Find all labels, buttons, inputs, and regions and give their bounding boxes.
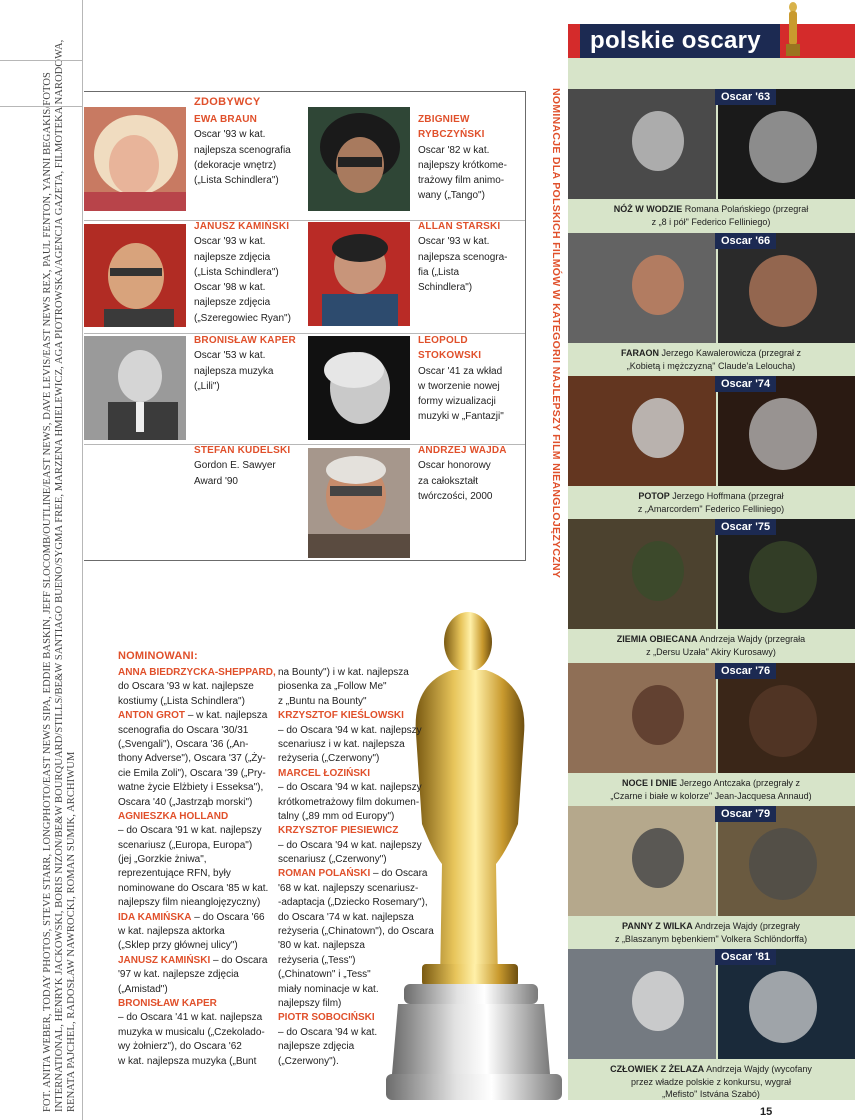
nominee-text: watne życie Elżbiety i Esseksa"), [118,782,264,794]
nominee-text: scenariusz i w kat. najlepsza [278,738,405,750]
caption-text: Jerzego Hoffmana (przegrał [669,491,784,501]
nominee-line [118,939,276,953]
nominee-line [118,680,276,694]
nominee-line [118,839,276,853]
winner-zbigniew-rybczynski [418,112,533,204]
film-title: PANNY Z WILKA [622,921,693,931]
nominees-column-2 [278,666,434,1069]
nominee-text: scenografia do Oscara '30/31 [118,724,249,736]
winner-desc: twórczości, 2000 [418,490,493,502]
caption-text: z „Blaszanym bębenkiem" Volkera Schlöndorffa) [614,933,808,944]
nominee-text: do Oscara '74 w kat. najlepsza [278,911,414,923]
winner-desc: (dekoracje wnętrz) [194,159,277,171]
nominee-name: IDA KAMIŃSKA [118,911,192,923]
nominee-line [278,666,434,680]
nominee-line [278,853,434,867]
nominee-line [118,968,276,982]
nominee-line [278,695,434,709]
caption-text: Jerzego Antczaka (przegrały z [676,778,801,788]
winner-desc: najlepsze zdjęcia [194,251,271,263]
winner-desc: („Lista Schindlera") [194,266,279,278]
nominee-text: – do Oscara [210,954,268,966]
nominee-text: – do Oscara '94 w kat. najlepszy [278,782,422,794]
winner-desc: Oscar '82 w kat. [418,144,490,156]
nominee-text: piosenka za „Follow Me" [278,681,387,693]
nominee-line [278,752,434,766]
nominee-line [118,983,276,997]
winner-desc: trażowy film animo- [418,175,505,187]
caption-text: Jerzego Kawalerowicza (przegrał z [658,348,802,358]
nominee-text: reprezentujące RFN, były [118,868,231,880]
caption-line [576,920,846,933]
nominee-text: – do Oscara [370,868,428,880]
nominee-line [118,724,276,738]
film-still [568,519,855,629]
nominee-line [278,1011,434,1025]
winner-name: STEFAN KUDELSKI [194,445,291,456]
winner-desc: Oscar '53 w kat. [194,350,266,362]
nominee-name: ANNA BIEDRZYCKA-SHEPPARD, [118,667,276,678]
nominee-text: (jej „Gorzkie żniwa", [118,854,207,866]
nominee-line [118,824,276,838]
nominee-line [118,911,276,925]
nominees-title: NOMINOWANI: [118,650,198,662]
nominee-line [278,997,434,1011]
nominee-text: muzyka w musicalu („Czekolado- [118,1026,265,1038]
portrait-leopold-stokowski [308,336,410,440]
nominee-text: – w kat. najlepsza [185,710,268,722]
film-still [568,233,855,343]
nominees-column-1 [118,666,276,1069]
caption-text: Romana Polańskiego (przegrał [682,204,809,214]
nominee-text: reżyseria („Czerwony") [278,753,380,765]
nominee-line [278,939,434,953]
caption-text: z „8 i pół" Federico Felliniego) [651,216,771,227]
nominee-line [118,810,276,824]
page-number: 15 [760,1106,773,1118]
nominations-heading-text: NOMINACJE DLA POLSKICH FILMÓW W KATEGORII NAJLEPSZY FILM NIEANGLOJĘZYCZNY [550,88,562,579]
winner-name: ANDRZEJ WAJDA [418,445,507,456]
nominee-text: („Svengali"), Oscara '36 („An- [118,738,249,750]
photo-credits: FOT. ANITA WEBER, TODAY PHOTOS, STEVE STARR, LONGPHOTO/EAST NEWS SIPA, EDDIE BASKIN, JEFF SLOCOMB/OUTLINE/EAST NEWS, DAVE LEVIS/EAST NEWS REX, PAUL FENTON, YANNI BEGAKIS/FOTOS INTERNATIONAL, HENRYK JACKOWSKI, BORIS NIZON/BE&W BOURQUARD/STILLS/BE&W SANTIAGO BUENO/SYGMA FREE, MARZENA HMIELEWICZ, AGA PIOTROWSKA/AGENCJA GAZETA, FILMOTEKA NARODOWA, RENATA PAJCHEL, RADOSŁAW NAWROCKI, ROMAN SUMIK, ARCHIWUM [42,39,77,1112]
film-title: FARAON [620,348,659,358]
nominee-line [278,968,434,982]
winner-desc: najlepszy krótkome- [418,159,507,171]
film-caption [576,203,846,228]
caption-line [576,1063,846,1076]
caption-line [576,360,846,373]
winner-desc: w tworzenie nowej [418,380,500,392]
caption-text: Andrzeja Wajdy (przegrała [697,634,806,644]
caption-line [576,1076,846,1089]
winner-desc: najlepsze zdjęcia [194,297,271,309]
nominee-line [118,752,276,766]
nominee-line [278,954,434,968]
nominee-name: PIOTR SOBOCIŃSKI [278,1012,375,1024]
nominee-line [278,724,434,738]
nominee-text: – do Oscara '94 w kat. najlepszy [278,839,422,851]
winner-desc: Award '90 [194,475,238,487]
nominee-text: („Sklep przy głównej ulicy") [118,940,238,952]
nominee-text: '80 w kat. najlepsza [278,940,365,952]
oscar-year-badge: Oscar '76 [715,663,776,679]
film-caption [576,347,846,372]
winner-stefan-kudelski [194,443,309,489]
winner-name: ZBIGNIEW [418,114,470,125]
nominee-line [278,867,434,881]
nominee-line [118,781,276,795]
oscar-year-badge: Oscar '75 [715,519,776,535]
caption-line [576,490,846,503]
nominee-name: JANUSZ KAMIŃSKI [118,954,211,966]
film-title: NOCE I DNIE [621,778,677,788]
winner-desc: („Lili") [194,380,220,392]
winners-title: ZDOBYWCY [194,96,261,108]
nominee-text: najlepsze zdjęcia [278,1041,355,1053]
caption-line [576,790,846,803]
film-still [568,806,855,916]
nominee-text: '97 w kat. najlepsze zdjęcia [118,969,239,981]
winner-desc: najlepsza scenografia [194,144,291,156]
film-title: CZŁOWIEK Z ŻELAZA [610,1064,705,1074]
nominee-text: wy żołnierz"), do Oscara '62 [118,1041,242,1053]
nominee-line [118,882,276,896]
nominee-line [278,1055,434,1069]
nominee-line [118,738,276,752]
nominee-text: – do Oscara '94 w kat. [278,1026,378,1038]
nominee-text: z „Buntu na Bounty" [278,695,367,707]
nominee-text: do Oscara '93 w kat. najlepsze [118,681,254,693]
winner-leopold-stokowski [418,333,533,425]
nominee-text: cie Emila Zoli"), Oscara '39 („Pry- [118,767,266,779]
nominee-line [118,1040,276,1054]
nominee-line [278,824,434,838]
nominee-line [118,1011,276,1025]
caption-text: „Kobietą i mężczyzną" Claude'a Leloucha) [626,360,796,371]
oscar-year-badge: Oscar '66 [715,233,776,249]
photo-credits-strip [2,0,83,1120]
nominee-line [118,853,276,867]
winner-allan-starski [418,219,533,295]
film-caption [576,633,846,658]
caption-text: „Czarne i białe w kolorze" Jean-Jacquesa Annaud) [610,790,812,801]
nominee-line [118,896,276,910]
winner-desc: Oscar '41 za wkład [418,365,503,377]
nominee-text: '68 w kat. najlepszy scenariusz- [278,882,419,894]
nominee-text: nominowane do Oscara '85 w kat. [118,882,269,894]
nominee-text: reżyseria („Chinatown"), do Oscara [278,926,434,938]
caption-line [576,633,846,646]
nominee-line [278,796,434,810]
nominee-line [118,796,276,810]
nominee-text: thony Adverse"), Oscara '37 („Ży- [118,753,266,765]
nominee-line [278,767,434,781]
winner-bronislaw-kaper [194,333,309,394]
section-title: polskie oscary [590,27,761,54]
nominee-text: -adaptacja („Dziecko Rosemary"), [278,897,428,909]
nominee-line [278,709,434,723]
nominee-line [118,767,276,781]
nominee-line [118,666,276,680]
winner-desc: („Szeregowiec Ryan") [194,312,291,324]
nominee-text: – do Oscara '66 [191,911,265,923]
portrait-zbigniew-rybczynski [308,107,410,211]
winner-desc: Schindlera") [418,282,473,294]
nominee-line [278,839,434,853]
oscar-statuette-icon [784,2,802,58]
nominee-line [278,1026,434,1040]
winner-ewa-braun [194,112,309,188]
film-caption [576,777,846,802]
film-still [568,89,855,199]
nominee-text: scenariusz („Europa, Europa") [118,839,253,851]
winner-desc: Gordon E. Sawyer [194,460,276,472]
oscar-year-badge: Oscar '81 [715,949,776,965]
winner-desc: fia („Lista [418,266,460,278]
caption-line [576,347,846,360]
nominee-line [118,695,276,709]
nominee-line [278,882,434,896]
winner-desc: wany („Tango") [418,190,485,202]
nominee-line [278,911,434,925]
film-caption [576,1063,846,1101]
winner-desc: muzyki w „Fantazji" [418,411,504,423]
film-still [568,376,855,486]
caption-line [576,1088,846,1101]
caption-text: „Mefisto" Istvána Szabó) [662,1089,760,1099]
nominee-line [118,709,276,723]
winner-name: RYBCZYŃSKI [418,129,485,141]
nominee-line [278,680,434,694]
nominee-text: najlepszy film nieanglojęzyczny) [118,897,261,909]
oscar-year-badge: Oscar '79 [715,806,776,822]
caption-line [576,216,846,229]
nominee-text: talny („89 mm od Europy") [278,810,395,822]
nominee-line [118,997,276,1011]
nominee-text: kostiumy („Lista Schindlera") [118,695,245,707]
winner-desc: („Lista Schindlera") [194,175,279,187]
nominee-line [278,1040,434,1054]
film-title: POTOP [638,491,670,501]
caption-line [576,933,846,946]
portrait-ewa-braun [84,107,186,211]
winner-desc: Oscar '93 w kat. [194,236,266,248]
winner-desc: Oscar '93 w kat. [194,129,266,141]
film-caption [576,920,846,945]
nominee-name: ROMAN POLAŃSKI [278,868,371,880]
caption-text: Andrzeja Wajdy (wycofany [704,1064,812,1074]
winner-desc: Oscar '98 w kat. [194,282,266,294]
nominee-text: reżyseria („Tess") [278,954,356,966]
caption-line [576,203,846,216]
nominee-text: w kat. najlepsza muzyka („Bunt [118,1055,257,1067]
portrait-bronislaw-kaper [84,336,186,440]
winner-desc: za całokształt [418,475,479,487]
divider [0,106,82,107]
oscar-year-badge: Oscar '63 [715,89,776,105]
winner-desc: Oscar '93 w kat. [418,236,490,248]
nominee-text: najlepszy film) [278,997,342,1009]
nominee-line [118,1026,276,1040]
nominations-heading [548,88,562,579]
nominee-line [278,738,434,752]
portrait-allan-starski [308,222,410,326]
nominee-text: – do Oscara '94 w kat. najlepszy [278,724,422,736]
winner-andrzej-wajda [418,443,533,504]
portrait-janusz-kaminski [84,224,186,327]
winner-janusz-kaminski [194,219,309,326]
nominee-line [118,1055,276,1069]
caption-line [576,503,846,516]
nominee-name: KRZYSZTOF KIEŚLOWSKI [278,710,404,722]
winner-name: BRONISŁAW KAPER [194,335,296,346]
nominee-text: w kat. najlepsza aktorka [118,926,225,938]
caption-text: z „Amarcordem" Federico Felliniego) [637,503,785,514]
nominee-line [278,810,434,824]
nominee-line [278,925,434,939]
nominee-text: („Amistad") [118,983,168,995]
nominee-text: na Bounty") i w kat. najlepsza [278,667,409,678]
nominee-name: AGNIESZKA HOLLAND [118,810,229,822]
nominee-text: Oscara '40 („Jastrząb morski") [118,796,253,808]
film-title: ZIEMIA OBIECANA [616,634,698,644]
nominee-line [118,954,276,968]
caption-line [576,777,846,790]
nominee-text: scenariusz („Czerwony") [278,854,387,866]
winner-name: STOKOWSKI [418,350,482,362]
nominee-line [278,896,434,910]
nominee-text: – do Oscara '91 w kat. najlepszy [118,825,262,837]
nominee-name: KRZYSZTOF PIESIEWICZ [278,825,399,837]
nominee-text: miały nominacje w kat. [278,983,379,995]
nominee-name: ANTON GROT [118,710,186,722]
nominee-line [278,983,434,997]
nominee-text: („Chinatown" i „Tess" [278,969,371,981]
winner-desc: Oscar honorowy [418,460,491,472]
winner-name: LEOPOLD [418,335,468,346]
winner-desc: formy wizualizacji [418,396,496,408]
nominee-line [278,781,434,795]
nominee-name: MARCEL ŁOZIŃSKI [278,767,371,779]
portrait-andrzej-wajda [308,448,410,558]
caption-line [576,646,846,659]
winner-desc: najlepsza muzyka [194,365,274,377]
nominee-line [118,867,276,881]
nominee-text: krótkometrażowy film dokumen- [278,796,420,808]
film-still [568,663,855,773]
winner-name: ALLAN STARSKI [418,221,501,232]
nominee-text: („Czerwony"). [278,1055,339,1067]
film-caption [576,490,846,515]
nominee-text: – do Oscara '41 w kat. najlepsza [118,1012,263,1024]
caption-text: przez władze polskie z konkursu, wygrał [630,1076,792,1087]
winner-name: JANUSZ KAMIŃSKI [194,221,290,232]
oscar-year-badge: Oscar '74 [715,376,776,392]
caption-text: z „Dersu Uzała" Akiry Kurosawy) [646,646,776,657]
film-title: NÓŻ W WODZIE [613,204,683,214]
film-still [568,949,855,1059]
caption-text: Andrzeja Wajdy (przegrały [692,921,800,931]
winner-name: EWA BRAUN [194,114,258,125]
winner-desc: najlepsza scenogra- [418,251,508,263]
nominee-line [118,925,276,939]
divider [0,60,82,61]
nominee-name: BRONISŁAW KAPER [118,997,217,1009]
